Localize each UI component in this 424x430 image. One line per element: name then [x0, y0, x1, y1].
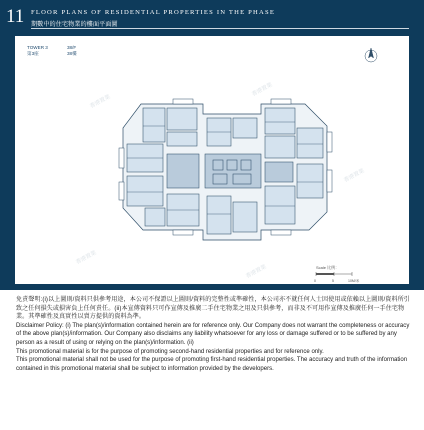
scale-tick-5: 5 [332, 279, 334, 283]
tower-label-en: TOWER 3 [27, 45, 48, 50]
section-title-zh: 期數中的住宅物業的樓面平面圖 [31, 21, 118, 28]
floor-label-zh: 38樓 [67, 51, 77, 56]
disclaimer-block [16, 296, 412, 373]
scale-tick-10: 10M/米 [348, 279, 360, 283]
header-divider [31, 28, 409, 29]
watermark-5: 香港置業 [245, 264, 268, 280]
floor-plan-sheet [15, 36, 409, 284]
disclaimer-text-en-2: This promotional material is for the purpose of promoting second-hand residential properties and for reference only. [16, 348, 324, 355]
scale-label: Scale 比例： [316, 265, 340, 270]
watermark-2: 香港置業 [251, 82, 274, 98]
page-number: 38 [209, 277, 215, 282]
disclaimer-text-zh: 免責聲明:(i)以上圖則/資料只供參考用途，本公司不保證以上圖則/資料的完整性或準確性，本公司亦不就任何人士因使用或依賴以上圖則/資料所引致之任何損失或損害負上任何責任。(ii)本宣傳資料只可作宣傳及推廣二手住宅物業之用及只供參考，而非及不可用作宣傳及推廣任何一手住宅物業。其準確性及真實性以賣方提供的資料為準。 [16, 297, 410, 321]
floor-plan-drawing [15, 36, 409, 284]
section-title-en: FLOOR PLANS OF RESIDENTIAL PROPERTIES IN THE PHASE [31, 9, 276, 16]
scale-bar [316, 272, 352, 276]
chapter-number: 11 [6, 6, 25, 27]
disclaimer-text-en-1: Disclaimer Policy: (i) The plan(s)/information contained herein are for reference only. Our Company does not warrant the completeness or accuracy of the above plan(s)/information. Our Company also disclaims any liability whatsoever for any loss or damage suffered or to be suffered by any person as a result of using or relying on the plan(s)/information. (ii) [16, 322, 410, 346]
north-arrow [365, 48, 377, 62]
disclaimer-text-en-3: This promotional material shall not be used for the purpose of promoting first-hand residential properties. The accuracy and truth of the information contained in this promotional material shall be subject to information provided by the developers. [16, 357, 408, 372]
floor-label-en: 38/F [67, 45, 77, 50]
watermark-1: 香港置業 [89, 94, 112, 110]
tower-label-zh: 第3座 [27, 51, 39, 56]
watermark-3: 香港置業 [343, 168, 366, 184]
scale-tick-0: 0 [314, 279, 316, 283]
watermark-4: 香港置業 [75, 250, 98, 266]
